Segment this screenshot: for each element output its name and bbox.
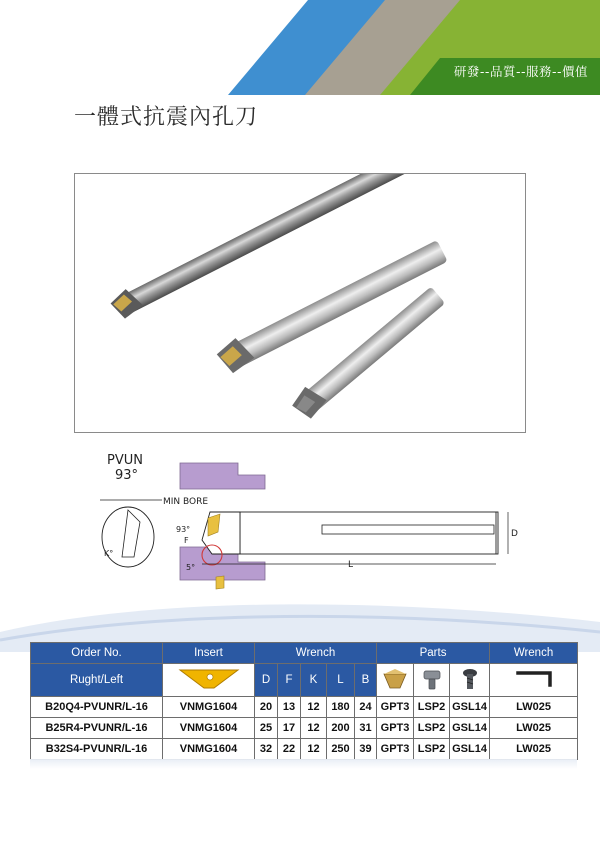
cell-d: 32 [255, 739, 278, 760]
lever-icon-cell [414, 664, 450, 697]
cell-k: 12 [301, 697, 327, 718]
table-row [31, 739, 578, 760]
l-wrench-icon [510, 666, 558, 692]
subheader-f: F [278, 664, 301, 697]
slogan: 研發--品質--服務--價值 [453, 64, 588, 79]
specification-table [30, 642, 578, 760]
header-banner [0, 0, 600, 95]
header-parts: Parts [377, 643, 490, 664]
cell-shim: GPT3 [377, 718, 414, 739]
technical-drawing [90, 452, 530, 602]
cell-wrench: LW025 [490, 697, 578, 718]
table-shadow [30, 759, 577, 769]
vnmg-insert-icon [174, 666, 244, 692]
cell-k: 12 [301, 718, 327, 739]
cell-screw: GSL14 [450, 697, 490, 718]
subheader-d: D [255, 664, 278, 697]
cell-wrench: LW025 [490, 718, 578, 739]
table-row [31, 718, 578, 739]
header-insert: Insert [163, 643, 255, 664]
cell-b: 39 [355, 739, 377, 760]
diagram-approach-angle: 93° [115, 468, 139, 483]
shim-icon-cell [377, 664, 414, 697]
cell-wrench: LW025 [490, 739, 578, 760]
cell-shim: GPT3 [377, 739, 414, 760]
subheader-l: L [327, 664, 355, 697]
end-view-circle [102, 507, 154, 567]
cell-lever: LSP2 [414, 718, 450, 739]
cell-order: B20Q4-PVUNR/L-16 [31, 697, 163, 718]
cell-d: 25 [255, 718, 278, 739]
workpiece-top [180, 463, 265, 489]
diagram-series-label: PVUN [107, 453, 143, 468]
subheader-b: B [355, 664, 377, 697]
cell-order: B32S4-PVUNR/L-16 [31, 739, 163, 760]
cell-f: 13 [278, 697, 301, 718]
shim-icon [381, 666, 409, 692]
bar-flat [322, 525, 494, 534]
cell-f: 22 [278, 739, 301, 760]
insert-icon-cell [163, 664, 255, 697]
cell-shim: GPT3 [377, 697, 414, 718]
boring-bars-image [75, 174, 525, 432]
cell-b: 24 [355, 697, 377, 718]
cell-l: 180 [327, 697, 355, 718]
screw-icon [456, 666, 484, 692]
subheader-right-left: Rught/Left [31, 664, 163, 697]
cell-f: 17 [278, 718, 301, 739]
table-row [31, 697, 578, 718]
header-wrench: Wrench [490, 643, 578, 664]
cell-b: 31 [355, 718, 377, 739]
lever-icon [418, 666, 446, 692]
wrench-icon-cell [490, 664, 578, 697]
f-label: F [184, 536, 189, 545]
five-degree-label: 5° [186, 563, 196, 572]
min-bore-label: MIN BORE [163, 497, 209, 507]
screw-icon-cell [450, 664, 490, 697]
cell-insert: VNMG1604 [163, 697, 255, 718]
header-order-no: Order No. [31, 643, 163, 664]
cell-insert: VNMG1604 [163, 739, 255, 760]
k-angle-label: K° [104, 549, 114, 558]
cell-l: 200 [327, 718, 355, 739]
cell-l: 250 [327, 739, 355, 760]
subheader-row [31, 664, 578, 697]
header-wrench-dims: Wrench [255, 643, 377, 664]
cell-lever: LSP2 [414, 697, 450, 718]
cell-k: 12 [301, 739, 327, 760]
subheader-k: K [301, 664, 327, 697]
cell-insert: VNMG1604 [163, 718, 255, 739]
page-title: 一體式抗震內孔刀 [74, 105, 259, 130]
cell-d: 20 [255, 697, 278, 718]
cell-screw: GSL14 [450, 739, 490, 760]
angle-93-label: 93° [176, 525, 191, 534]
cell-order: B25R4-PVUNR/L-16 [31, 718, 163, 739]
d-dimension-label: D [511, 529, 518, 539]
cell-screw: GSL14 [450, 718, 490, 739]
product-photo [74, 173, 526, 433]
cell-lever: LSP2 [414, 739, 450, 760]
l-dimension-label: L [348, 560, 354, 570]
header-row [31, 643, 578, 664]
